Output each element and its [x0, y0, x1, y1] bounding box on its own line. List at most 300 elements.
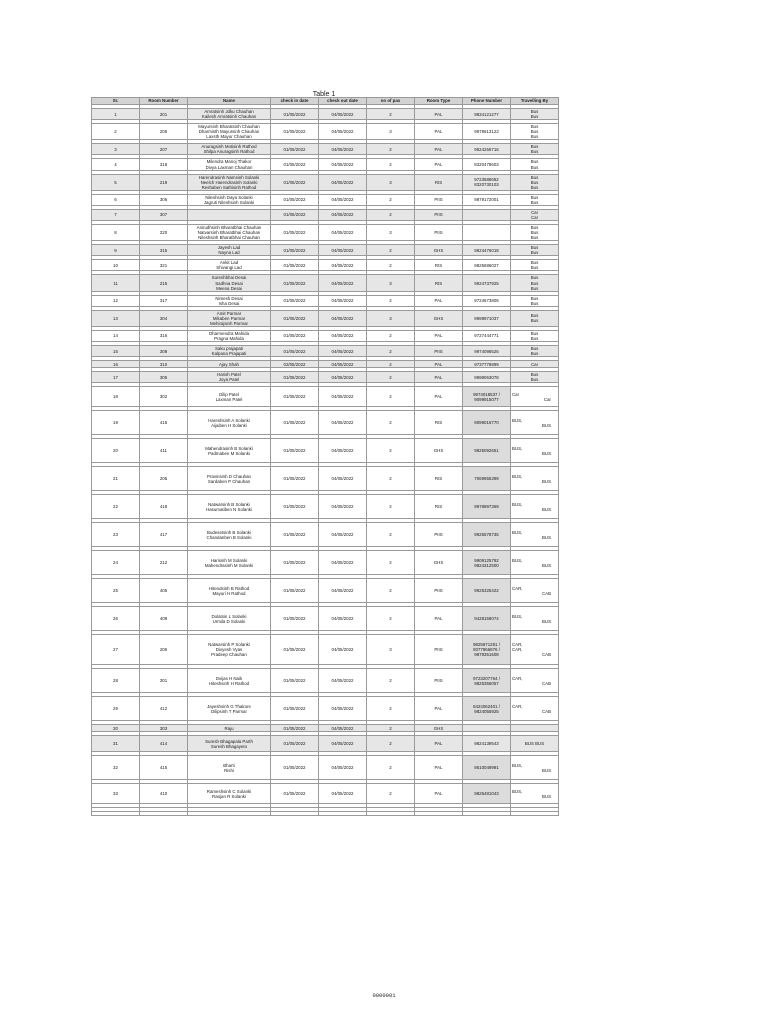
travel-mode: BUS, — [512, 501, 523, 507]
cell-checkout: 04/05/2022 — [319, 495, 367, 519]
cell-sr: 28 — [92, 669, 140, 693]
travel-mode: BUS — [541, 478, 551, 484]
cell-checkout: 04/05/2022 — [319, 411, 367, 435]
guest-name: Pradeep Chauhan — [211, 652, 247, 658]
cell-checkout: 04/05/2022 — [319, 439, 367, 463]
cell-travel — [511, 736, 559, 752]
cell-checkin: 01/05/2022 — [271, 330, 319, 341]
phone-number: 9974098526 — [474, 348, 499, 354]
travel-mode: Bus — [530, 184, 539, 190]
cell-room: 303 — [140, 725, 188, 732]
cell-sr: 27 — [92, 635, 140, 665]
travel-mode: BUS — [541, 506, 551, 512]
cell-names — [188, 159, 271, 170]
cell-travel — [511, 346, 559, 357]
cell-phone — [463, 361, 511, 368]
cell-room: 302 — [140, 387, 188, 407]
guest-name: Shivangi Lad — [216, 265, 242, 271]
cell-checkin: 01/05/2022 — [271, 225, 319, 241]
table-row — [92, 174, 559, 190]
cell-travel — [511, 411, 559, 435]
cell-checkout: 04/05/2022 — [319, 697, 367, 721]
cell-checkin: 01/05/2022 — [271, 144, 319, 155]
travel-mode: Bus — [530, 260, 539, 266]
cell-checkin: 01/05/2022 — [271, 635, 319, 665]
travel-mode: Bus — [530, 134, 539, 140]
cell-phone — [463, 372, 511, 383]
phone-number: 9974018537 / — [473, 391, 500, 397]
phone-number: 9925325422 — [474, 588, 499, 594]
cell-sr: 1 — [92, 109, 140, 120]
phone-number: 9825356057 — [474, 680, 499, 686]
phone-number: 9723588682 — [474, 177, 499, 183]
table-row — [92, 467, 559, 491]
cell-pax: 2 — [367, 245, 415, 256]
cell-room: 318 — [140, 159, 188, 170]
cell-room: 316 — [140, 330, 188, 341]
table-row — [92, 411, 559, 435]
guest-name: Aijaiben H Solanki — [211, 422, 247, 428]
cell-room: 418 — [140, 495, 188, 519]
cell-names — [188, 124, 271, 140]
travel-mode: CAR, — [512, 675, 523, 681]
cell-checkin: 01/05/2022 — [271, 194, 319, 205]
cell-roomtype: PAL — [415, 361, 463, 368]
cell-checkin: 01/05/2022 — [271, 124, 319, 140]
guest-name: Jayeshsinh G Thakore — [207, 703, 251, 709]
cell-roomtype: PAL — [415, 756, 463, 780]
cell-roomtype: RIS — [415, 260, 463, 271]
cell-sr: 30 — [92, 725, 140, 732]
col-header-roomtype: Room Type — [415, 98, 463, 105]
cell-room: 305 — [140, 372, 188, 383]
cell-names — [188, 467, 271, 491]
cell-pax: 2 — [367, 330, 415, 341]
cell-phone — [463, 260, 511, 271]
cell-room: 412 — [140, 697, 188, 721]
cell-roomtype: PAL — [415, 330, 463, 341]
guest-name: Padmaben M Solanki — [208, 450, 250, 456]
table-row — [92, 245, 559, 256]
cell-checkin: 01/05/2022 — [271, 159, 319, 170]
table-row — [92, 144, 559, 155]
cell-names — [188, 725, 271, 732]
cell-roomtype: PAL — [415, 144, 463, 155]
guest-name: Kalpana Prajapati — [211, 351, 247, 357]
cell-phone — [463, 439, 511, 463]
guest-name: Isha Desai — [218, 300, 240, 306]
cell-room: 219 — [140, 174, 188, 190]
phone-number: 9879351508 — [474, 652, 499, 658]
cell-pax: 2 — [367, 295, 415, 306]
cell-travel — [511, 225, 559, 241]
cell-roomtype: RIS — [415, 495, 463, 519]
cell-checkin: 01/05/2022 — [271, 495, 319, 519]
travel-mode: Bus — [530, 280, 539, 286]
cell-travel — [511, 245, 559, 256]
cell-names — [188, 607, 271, 631]
travel-mode: Bus — [530, 144, 539, 150]
cell-names — [188, 579, 271, 603]
cell-travel — [511, 635, 559, 665]
cell-room: 317 — [140, 295, 188, 306]
table-row — [92, 346, 559, 357]
table-row — [92, 275, 559, 291]
table-row — [92, 361, 559, 368]
travel-mode: Bus — [530, 109, 539, 114]
travel-mode: BUS — [541, 767, 551, 773]
travel-mode: BUS — [541, 618, 551, 624]
travel-mode: Bus — [530, 250, 539, 256]
travel-mode: BUS, — [512, 417, 523, 423]
cell-pax: 2 — [367, 669, 415, 693]
col-header-checkin: check in date — [271, 98, 319, 105]
cell-travel — [511, 109, 559, 120]
travel-mode: CAB — [541, 590, 551, 596]
phone-number: 9737778899 — [474, 361, 499, 367]
travel-mode: BUS — [541, 450, 551, 456]
cell-sr: 12 — [92, 295, 140, 306]
cell-roomtype: PIIS — [415, 635, 463, 665]
travel-mode: BUS, — [512, 557, 523, 563]
cell-travel — [511, 439, 559, 463]
cell-phone — [463, 209, 511, 220]
guest-name: Raju — [224, 725, 234, 731]
cell-roomtype: PIIS — [415, 579, 463, 603]
cell-pax: 2 — [367, 736, 415, 752]
guest-name: Nileshsinh Daya Solanki — [205, 194, 253, 200]
travel-mode: CAR, — [512, 585, 523, 591]
cell-pax: 2 — [367, 439, 415, 463]
travel-mode: Bus — [530, 377, 539, 383]
cell-sr: 17 — [92, 372, 140, 383]
travel-mode: Bus — [530, 114, 539, 120]
cell-roomtype: GHS — [415, 245, 463, 256]
cell-checkout: 04/05/2022 — [319, 756, 367, 780]
cell-checkout: 04/05/2022 — [319, 109, 367, 120]
guest-name: Kailesh Amratsinh Chauhan — [201, 114, 257, 120]
cell-phone — [463, 579, 511, 603]
cell-phone — [463, 346, 511, 357]
cell-room: 205 — [140, 467, 188, 491]
cell-room: 411 — [140, 439, 188, 463]
cell-phone — [463, 756, 511, 780]
guest-name: Bharti — [223, 762, 235, 768]
cell-sr: 23 — [92, 523, 140, 547]
guest-name: Nayna Lad — [218, 250, 240, 256]
cell-roomtype: PIIS — [415, 669, 463, 693]
empty-cell — [511, 812, 559, 816]
guest-name: Neelch Harendrasinh Solanki — [200, 179, 258, 185]
guest-name: Hasumatiben N Solanki — [206, 506, 252, 512]
cell-travel — [511, 310, 559, 326]
guest-name: Natwarsinh P Solanki — [208, 642, 250, 648]
cell-travel — [511, 372, 559, 383]
cell-phone — [463, 467, 511, 491]
guest-name: Dilip Patel — [219, 391, 239, 397]
travel-mode: Bus — [530, 129, 539, 135]
cell-checkout: 04/05/2022 — [319, 551, 367, 575]
guest-name: Hitendsinh B Rathod — [208, 585, 250, 591]
phone-number: 9825871291 / — [473, 642, 500, 648]
travel-mode: CAB — [541, 680, 551, 686]
col-header-pax: no of pax — [367, 98, 415, 105]
travel-mode: Bus — [530, 164, 539, 170]
travel-mode: Bus — [530, 275, 539, 281]
cell-roomtype: PIIS — [415, 346, 463, 357]
guest-name: Divya Laxman Chauhan — [205, 164, 253, 170]
col-header-travel: Travelling By — [511, 98, 559, 105]
cell-sr: 21 — [92, 467, 140, 491]
guest-name: Ankit Lad — [219, 260, 239, 266]
cell-checkout: 04/05/2022 — [319, 174, 367, 190]
cell-checkin: 01/05/2022 — [271, 387, 319, 407]
guest-name: Rishi — [224, 767, 234, 773]
guest-name: Nileshsinh Bharatbhai Chauhan — [198, 235, 260, 241]
cell-phone — [463, 495, 511, 519]
cell-checkin: 01/05/2022 — [271, 411, 319, 435]
cell-phone — [463, 330, 511, 341]
travel-mode: BUS — [541, 562, 551, 568]
cell-names — [188, 361, 271, 368]
col-header-sr: Sr. — [92, 98, 140, 105]
guest-name: Pragna Mahida — [214, 336, 244, 341]
phone-number: 9909125792 — [474, 557, 499, 563]
table-row — [92, 756, 559, 780]
phone-number: 9834121277 — [474, 111, 499, 117]
cell-roomtype: PIIS — [415, 225, 463, 241]
cell-roomtype: PIIS — [415, 209, 463, 220]
guest-name: Laxsth Mayur Chauhan — [206, 134, 252, 140]
phone-number: 9978897369 — [474, 504, 499, 510]
cell-pax: 2 — [367, 387, 415, 407]
cell-checkin: 01/05/2022 — [271, 275, 319, 291]
cell-names — [188, 174, 271, 190]
cell-travel — [511, 194, 559, 205]
cell-checkin: 01/05/2022 — [271, 372, 319, 383]
cell-names — [188, 551, 271, 575]
cell-checkin: 01/05/2022 — [271, 756, 319, 780]
guest-name: Dolatsin L Solanki — [211, 613, 247, 619]
cell-names — [188, 275, 271, 291]
page-footer-number: 0000001 — [372, 992, 396, 999]
phone-number: 9998063078 — [474, 374, 499, 380]
cell-room: 410 — [140, 784, 188, 804]
cell-pax: 2 — [367, 109, 415, 120]
cell-pax: 2 — [367, 194, 415, 205]
cell-checkin: 01/05/2022 — [271, 523, 319, 547]
cell-checkout: 04/05/2022 — [319, 124, 367, 140]
phone-number: 9510049991 — [474, 765, 499, 771]
cell-travel — [511, 144, 559, 155]
cell-names — [188, 495, 271, 519]
cell-sr: 11 — [92, 275, 140, 291]
cell-checkout: 04/05/2022 — [319, 260, 367, 271]
cell-pax: 2 — [367, 756, 415, 780]
cell-phone — [463, 174, 511, 190]
cell-room: 308 — [140, 346, 188, 357]
phone-number: 9925678735 — [474, 532, 499, 538]
cell-room: 215 — [140, 275, 188, 291]
cell-room: 220 — [140, 225, 188, 241]
guest-name: Sureshbhai Desai — [211, 275, 247, 281]
travel-mode: Bus — [530, 313, 539, 319]
cell-checkout: 04/05/2022 — [319, 607, 367, 631]
phone-number: 9825686027 — [474, 262, 499, 268]
cell-roomtype: PAL — [415, 736, 463, 752]
cell-names — [188, 523, 271, 547]
cell-sr: 8 — [92, 225, 140, 241]
cell-phone — [463, 275, 511, 291]
cell-checkout: 04/05/2022 — [319, 467, 367, 491]
cell-roomtype: GHS — [415, 310, 463, 326]
guest-name: Milendra Manoj Thakor — [206, 159, 252, 165]
cell-sr: 24 — [92, 551, 140, 575]
guest-name: Mahendrasinh M Solanki — [204, 562, 254, 568]
cell-pax: 3 — [367, 310, 415, 326]
cell-sr: 7 — [92, 209, 140, 220]
cell-pax: 2 — [367, 725, 415, 732]
cell-room: 321 — [140, 260, 188, 271]
table-row — [92, 260, 559, 271]
cell-checkout: 04/05/2022 — [319, 310, 367, 326]
phone-number: 9723207764 / — [473, 675, 500, 681]
travel-mode: Bus — [530, 295, 539, 301]
travel-mode: BUS, — [512, 473, 523, 479]
guest-name: Ranjan R Solanki — [212, 793, 246, 799]
cell-phone — [463, 124, 511, 140]
cell-names — [188, 387, 271, 407]
cell-roomtype: PIIS — [415, 523, 463, 547]
phone-number: 9724673805 — [474, 298, 499, 304]
guest-table — [91, 97, 559, 816]
cell-sr: 32 — [92, 756, 140, 780]
travel-mode: BUS, — [512, 762, 523, 768]
cell-phone — [463, 697, 511, 721]
cell-pax: 2 — [367, 607, 415, 631]
table-row — [92, 784, 559, 804]
cell-pax: 3 — [367, 124, 415, 140]
travel-mode: Car — [543, 396, 551, 402]
cell-phone — [463, 109, 511, 120]
guest-name: Ajay Shah — [218, 361, 239, 367]
table-row — [92, 607, 559, 631]
cell-travel — [511, 579, 559, 603]
cell-sr: 18 — [92, 387, 140, 407]
cell-checkin: 01/05/2022 — [271, 697, 319, 721]
cell-sr: 25 — [92, 579, 140, 603]
travel-mode: BUS BUS — [524, 741, 545, 747]
guest-name: Amratsinh Jdku Chauhan — [204, 109, 254, 114]
cell-checkout: 04/05/2022 — [319, 295, 367, 306]
cell-roomtype: PAL — [415, 607, 463, 631]
guest-name: Suresh Bhagapala Parth — [205, 738, 253, 744]
cell-checkout: 04/05/2022 — [319, 245, 367, 256]
travel-mode: Bus — [530, 285, 539, 291]
guest-name: Mayuri H Rathod — [212, 590, 246, 596]
guest-name: Mehirajsinh Parmar — [209, 320, 249, 326]
cell-checkin: 01/05/2022 — [271, 551, 319, 575]
cell-checkout: 04/05/2022 — [319, 159, 367, 170]
travel-mode: BUS — [541, 422, 551, 428]
table-row — [92, 725, 559, 732]
cell-roomtype: PIIS — [415, 194, 463, 205]
cell-checkout: 04/05/2022 — [319, 209, 367, 220]
cell-room: 409 — [140, 607, 188, 631]
cell-phone — [463, 295, 511, 306]
cell-roomtype: PAL — [415, 295, 463, 306]
guest-name: Meena Desai — [216, 285, 242, 291]
cell-checkin: 01/05/2022 — [271, 310, 319, 326]
travel-mode: Car — [530, 209, 539, 215]
cell-roomtype: GHS — [415, 439, 463, 463]
guest-name: Sadhna Desai — [215, 280, 243, 286]
cell-phone — [463, 225, 511, 241]
cell-travel — [511, 387, 559, 407]
cell-roomtype: PAL — [415, 109, 463, 120]
cell-checkin: 01/05/2022 — [271, 579, 319, 603]
table-row — [92, 669, 559, 693]
cell-pax: 2 — [367, 697, 415, 721]
cell-names — [188, 144, 271, 155]
table-row — [92, 387, 559, 407]
cell-checkout: 04/05/2022 — [319, 372, 367, 383]
travel-mode: Bus — [530, 235, 539, 241]
cell-travel — [511, 209, 559, 220]
cell-room: 414 — [140, 736, 188, 752]
spacer-row — [92, 812, 559, 816]
cell-checkout: 04/05/2022 — [319, 635, 367, 665]
travel-mode: Bus — [530, 159, 539, 165]
cell-phone — [463, 159, 511, 170]
guest-name: Jayesh Lad — [217, 245, 241, 251]
guest-name: Pravinsinh D Chauhan — [207, 473, 251, 479]
cell-checkout: 04/05/2022 — [319, 275, 367, 291]
table-row — [92, 124, 559, 140]
phone-number: 9924256716 — [474, 146, 499, 152]
table-row — [92, 439, 559, 463]
travel-mode: BUS, — [512, 613, 523, 619]
guest-name: Chandanben B Solanki — [206, 534, 252, 540]
cell-pax: 2 — [367, 579, 415, 603]
cell-checkout: 04/05/2022 — [319, 346, 367, 357]
cell-room: 207 — [140, 144, 188, 155]
cell-sr: 5 — [92, 174, 140, 190]
cell-room: 304 — [140, 310, 188, 326]
guest-name: Urmila D Solanki — [212, 618, 246, 624]
phone-number: 9825092651 — [474, 448, 499, 454]
cell-checkin: 01/05/2022 — [271, 209, 319, 220]
cell-travel — [511, 756, 559, 780]
cell-pax: 2 — [367, 411, 415, 435]
cell-roomtype: RIS — [415, 467, 463, 491]
table-row — [92, 225, 559, 241]
cell-pax: 2 — [367, 784, 415, 804]
cell-travel — [511, 159, 559, 170]
cell-names — [188, 346, 271, 357]
cell-names — [188, 439, 271, 463]
cell-sr: 10 — [92, 260, 140, 271]
cell-names — [188, 697, 271, 721]
cell-pax: 2 — [367, 144, 415, 155]
cell-names — [188, 225, 271, 241]
travel-mode: CAR, — [512, 647, 523, 653]
cell-phone — [463, 669, 511, 693]
cell-checkin: 01/05/2022 — [271, 467, 319, 491]
guest-name: Hiteshsinh H Rathod — [208, 680, 250, 686]
cell-sr: 19 — [92, 411, 140, 435]
empty-cell — [319, 812, 367, 816]
